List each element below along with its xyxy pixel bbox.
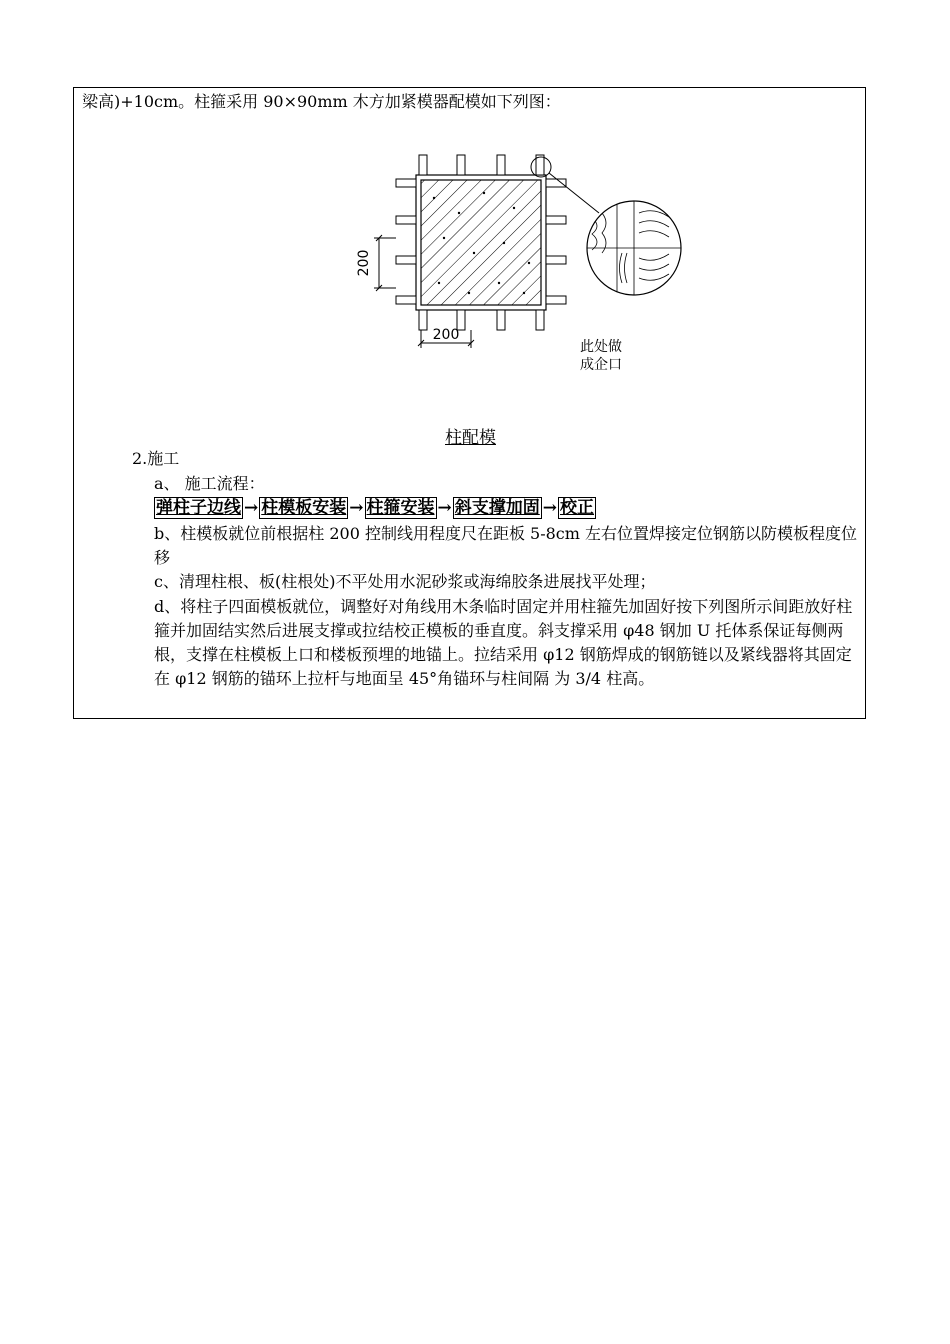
flow-label: a、 施工流程： [154,474,265,493]
arrow-right-icon: → [437,498,452,518]
intro-line: 梁高)+10cm。柱箍采用 90×90mm 木方加紧模器配模如下列图： [82,92,561,111]
column-formwork-diagram [334,143,694,433]
flow-step-2: 柱模板安装 [261,498,347,518]
flow-step-3: 柱箍安装 [366,498,435,518]
flow-step-1: 弹柱子边线 [156,498,241,518]
section-heading: 2.施工 [132,449,180,468]
process-flow [154,497,596,519]
note-line-1: 此处做 [580,339,622,355]
arrow-right-icon: → [349,498,364,518]
content-frame [73,87,866,719]
flow-step-5: 校正 [560,498,594,518]
figure-caption: 柱配模 [445,428,496,448]
dim-horizontal-label: 200 [432,327,460,343]
paragraph-d: d、将柱子四面模板就位，调整好对角线用木条临时固定并用柱箍先加固好按下列图所示间距放好柱箍并加固结实然后进展支撑或拉结校正模板的垂直度。斜支撑采用 φ48 钢加 U 托体系保证每侧两根，支撑在柱模板上口和楼板预埋的地锚上。拉结采用 φ12 钢筋焊成的钢筋链以及紧线器将其固定在 φ12 钢筋的锚环上拉杆与地面呈 45°角锚环与柱间隔 为 3/4 柱高。 [154,597,853,688]
arrow-right-icon: → [244,498,259,518]
arrow-right-icon: → [542,498,557,518]
paragraph-b: b、柱模板就位前根据柱 200 控制线用程度尺在距板 5-8cm 左右位置焊接定位钢筋以防模板程度位移 [154,524,858,567]
note-line-2: 成企口 [580,357,622,373]
paragraph-c: c、清理柱根、板(柱根处)不平处用水泥砂浆或海绵胶条进展找平处理； [154,572,656,591]
dim-vertical-label: 200 [356,249,372,277]
flow-step-4: 斜支撑加固 [454,498,540,518]
